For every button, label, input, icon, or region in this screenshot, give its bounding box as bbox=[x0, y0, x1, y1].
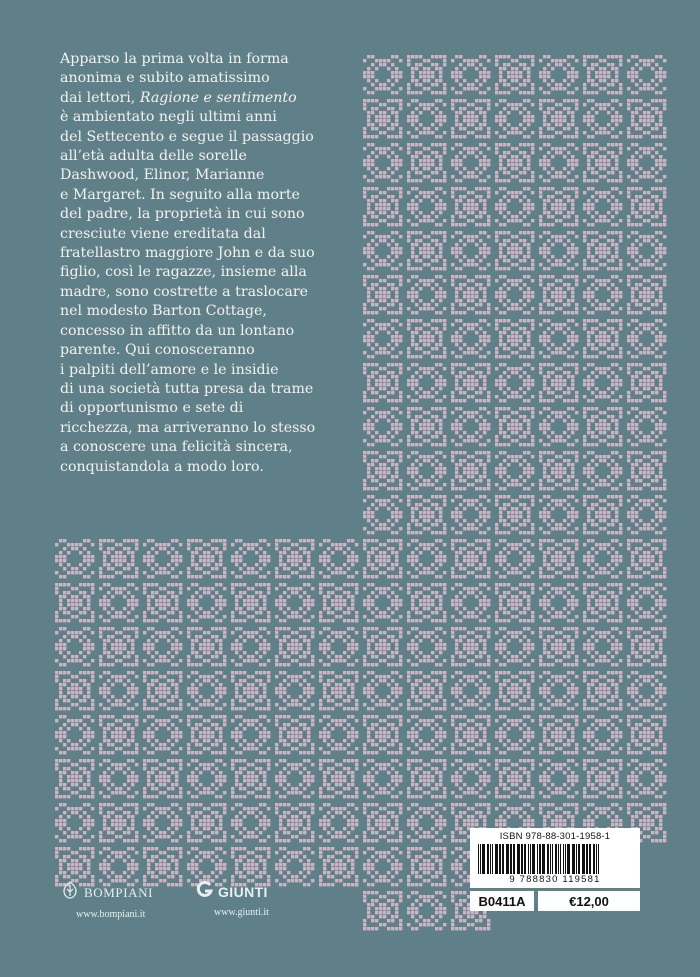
bompiani-emblem-icon bbox=[60, 880, 80, 905]
price-tag: €12,00 bbox=[538, 891, 640, 911]
back-cover-blurb bbox=[60, 50, 328, 477]
blurb-line: madre, sono costrette a traslocare bbox=[60, 283, 309, 300]
blurb-line: di una società tutta presa da trame bbox=[60, 380, 314, 397]
blurb-line bbox=[60, 89, 328, 108]
blurb-line: figlio, così le ragazze, insieme alla bbox=[60, 264, 307, 281]
blurb-line: Dashwood, Elinor, Marianne bbox=[60, 167, 265, 184]
blurb-line: Apparso la prima volta in forma bbox=[60, 51, 289, 67]
bompiani-logo bbox=[60, 880, 180, 920]
blurb-line: parente. Qui conosceranno bbox=[60, 342, 255, 359]
blurb-line-prefix: dai lettori, bbox=[60, 89, 140, 106]
giunti-logo bbox=[196, 880, 306, 918]
bompiani-website: www.bompiani.it bbox=[76, 909, 146, 920]
blurb-line: nel modesto Barton Cottage, bbox=[60, 303, 267, 320]
giunti-website: www.giunti.it bbox=[214, 907, 269, 918]
blurb-line: ricchezza, ma arriveranno lo stesso bbox=[60, 419, 316, 436]
blurb-line: anonima e subito amatissimo bbox=[60, 70, 270, 87]
isbn-label: ISBN 978-88-301-1958-1 bbox=[499, 831, 611, 842]
product-code: B0411A bbox=[470, 891, 534, 911]
blurb-line: fratellastro maggiore John e da suo bbox=[60, 245, 315, 262]
giunti-name: GIUNTI bbox=[218, 883, 268, 900]
blurb-line: e Margaret. In seguito alla morte bbox=[60, 186, 300, 203]
blurb-line: cresciute viene ereditata dal bbox=[60, 225, 266, 242]
blurb-line: a conoscere una felicità sincera, bbox=[60, 439, 293, 456]
blurb-line: è ambientato negli ultimi anni bbox=[60, 109, 277, 126]
bompiani-name: BOMPIANI bbox=[84, 884, 154, 900]
barcode-digits: 9 788830 119581 bbox=[509, 874, 601, 885]
blurb-line: del Settecento e segue il passaggio bbox=[60, 128, 314, 145]
blurb-line: conquistandola a modo loro. bbox=[60, 458, 264, 475]
isbn-barcode bbox=[470, 828, 640, 888]
blurb-line: concesso in affitto da un lontano bbox=[60, 322, 295, 339]
barcode-bars bbox=[476, 844, 634, 874]
book-title: Ragione e sentimento bbox=[139, 89, 297, 106]
blurb-line: del padre, la proprietà in cui sono bbox=[60, 206, 305, 223]
blurb-line: di opportunismo e sete di bbox=[60, 400, 244, 417]
blurb-line: all’età adulta delle sorelle bbox=[60, 148, 247, 165]
giunti-emblem-icon bbox=[196, 880, 214, 903]
blurb-line: i palpiti dell’amore e le insidie bbox=[60, 361, 279, 378]
